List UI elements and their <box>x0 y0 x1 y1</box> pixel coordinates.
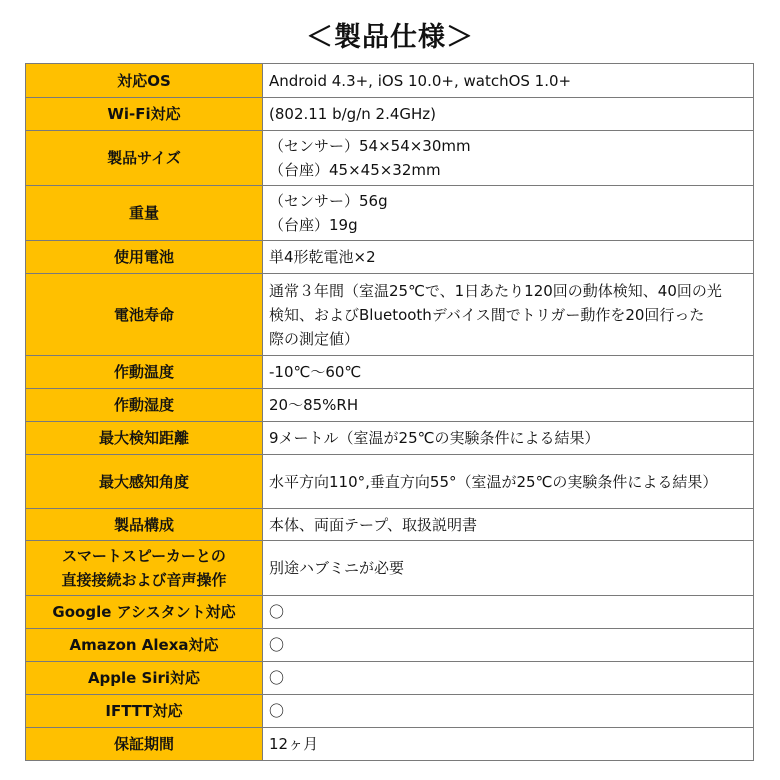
value-line: （台座）19g <box>269 216 358 234</box>
row-label: 作動湿度 <box>26 389 263 422</box>
value-line: （センサー）54×54×30mm <box>269 137 471 155</box>
row-label: Google アシスタント対応 <box>26 596 263 629</box>
row-value: 〇 <box>263 596 754 629</box>
row-value: 水平方向110°,垂直方向55°（室温が25℃の実験条件による結果） <box>263 455 754 509</box>
value-line: 通常３年間（室温25℃で、1日あたり120回の動体検知、40回の光 <box>269 281 722 300</box>
row-label: 作動温度 <box>26 356 263 389</box>
row-value: 別途ハブミニが必要 <box>263 541 754 596</box>
label-line: スマートスピーカーとの <box>62 547 226 565</box>
row-value: 12ヶ月 <box>263 728 754 761</box>
row-value <box>263 131 754 186</box>
table-row <box>26 695 754 728</box>
table-row <box>26 131 754 186</box>
label-line: 直接接続および音声操作 <box>61 571 227 589</box>
table-row <box>26 629 754 662</box>
table-row <box>26 64 754 98</box>
value-line: 際の測定値） <box>269 329 360 348</box>
row-value: 単4形乾電池×2 <box>263 241 754 274</box>
table-row <box>26 98 754 131</box>
row-label: 使用電池 <box>26 241 263 274</box>
table-row <box>26 455 754 509</box>
row-value <box>263 274 754 356</box>
table-row <box>26 186 754 241</box>
table-row <box>26 509 754 541</box>
row-label <box>26 541 263 596</box>
row-value: 9メートル（室温が25℃の実験条件による結果） <box>263 422 754 455</box>
table-row <box>26 728 754 761</box>
row-label: Apple Siri対応 <box>26 662 263 695</box>
row-value: 本体、両面テープ、取扱説明書 <box>263 509 754 541</box>
value-line: （台座）45×45×32mm <box>269 161 441 179</box>
row-label: 最大感知角度 <box>26 455 263 509</box>
table-row <box>26 541 754 596</box>
row-label: Wi-Fi対応 <box>26 98 263 131</box>
table-row <box>26 422 754 455</box>
row-value: Android 4.3+, iOS 10.0+, watchOS 1.0+ <box>263 64 754 98</box>
row-label: 重量 <box>26 186 263 241</box>
row-value: 20～85%RH <box>263 389 754 422</box>
spec-table <box>25 63 754 761</box>
row-label: 製品構成 <box>26 509 263 541</box>
row-value: 〇 <box>263 629 754 662</box>
row-label: 電池寿命 <box>26 274 263 356</box>
page-title: ＜製品仕様＞ <box>306 22 474 53</box>
row-label: 製品サイズ <box>26 131 263 186</box>
table-row <box>26 241 754 274</box>
table-row <box>26 596 754 629</box>
row-value: 〇 <box>263 662 754 695</box>
row-label: IFTTT対応 <box>26 695 263 728</box>
value-line: 検知、およびBluetoothデバイス間でトリガー動作を20回行った <box>269 305 705 324</box>
table-row <box>26 274 754 356</box>
row-label: 保証期間 <box>26 728 263 761</box>
row-value: (802.11 b/g/n 2.4GHz) <box>263 98 754 131</box>
value-line: （センサー）56g <box>269 192 388 210</box>
table-row <box>26 662 754 695</box>
row-value <box>263 186 754 241</box>
row-label: 対応OS <box>26 64 263 98</box>
table-row <box>26 389 754 422</box>
table-row <box>26 356 754 389</box>
row-value: -10℃～60℃ <box>263 356 754 389</box>
row-value: 〇 <box>263 695 754 728</box>
row-label: 最大検知距離 <box>26 422 263 455</box>
row-label: Amazon Alexa対応 <box>26 629 263 662</box>
